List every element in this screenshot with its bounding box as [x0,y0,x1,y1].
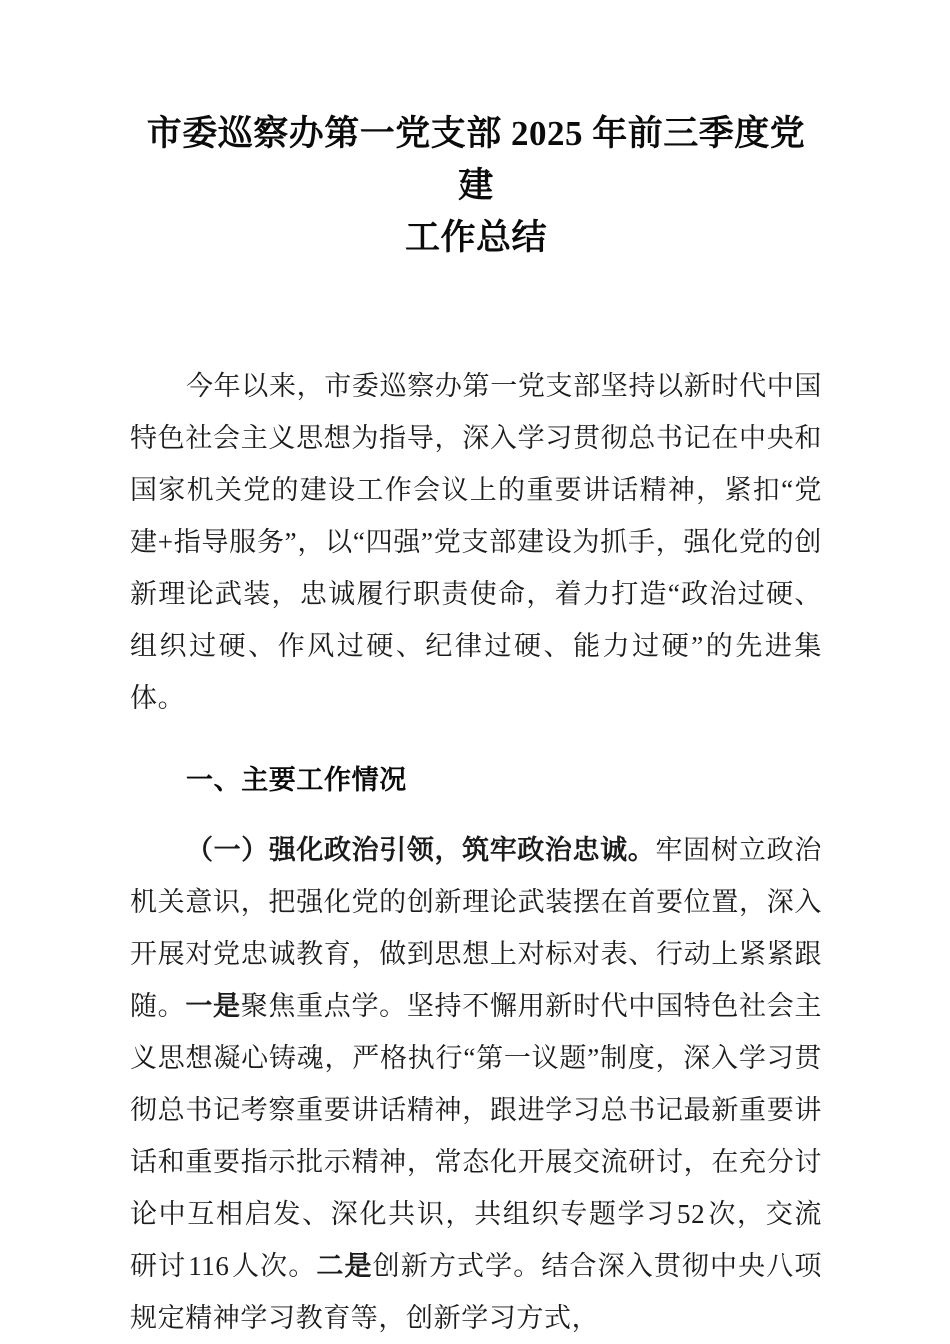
item-one-run-5: 创新方式学。结合深入贯彻中央八项规定精神学习教育等，创新学习方式， [130,1251,822,1333]
item-one-paragraph [130,806,822,1344]
item-one-heading: （一）强化政治引领，筑牢政治忠诚。 [186,835,656,865]
stat-discussion-participants: 116 [188,1251,230,1281]
section-heading-main-work: 一、主要工作情况 [186,765,407,795]
item-one-bold-first: 一是 [185,991,241,1021]
item-one-run-2: 聚焦重点学。坚持不懈用新时代中国特色社会主义思想凝心铸魂，严格执行“第一议题”制度，深入学习贯彻总书记考察重要讲话精神，跟进学习总书记最新重要讲话和重要指示批示精神，常态化开展交流研讨，在充分讨论中互相启发、深化共识，共组织专题学习 [130,991,823,1229]
document-content-column [130,0,822,1344]
item-one-run-4: 人次。 [231,1251,317,1281]
page-title-line-1: 市委巡察办第一党支部 2025 年前三季度党建 [146,114,806,205]
page-title [130,0,822,264]
lead-paragraph [130,264,822,724]
page-title-line-2: 工作总结 [404,218,547,257]
item-one-run-3: 次，交流研讨 [130,1199,822,1281]
stat-topic-study-sessions: 52 [677,1199,706,1229]
item-one-run-1: 牢固树立政治机关意识，把强化党的创新理论武装摆在首要位置，深入开展对党忠诚教育，做到思想上对标对表、行动上紧紧跟随。 [130,835,822,1021]
item-one-bold-second: 二是 [316,1251,373,1281]
lead-paragraph-text: 今年以来，市委巡察办第一党支部坚持以新时代中国特色社会主义思想为指导，深入学习贯彻总书记在中央和国家机关党的建设工作会议上的重要讲话精神，紧扣“党建+指导服务”，以“四强”党支部建设为抓手，强化党的创新理论武装，忠诚履行职责使命，着力打造“政治过硬、组织过硬、作风过硬、纪律过硬、能力过硬”的先进集体。 [130,371,822,713]
